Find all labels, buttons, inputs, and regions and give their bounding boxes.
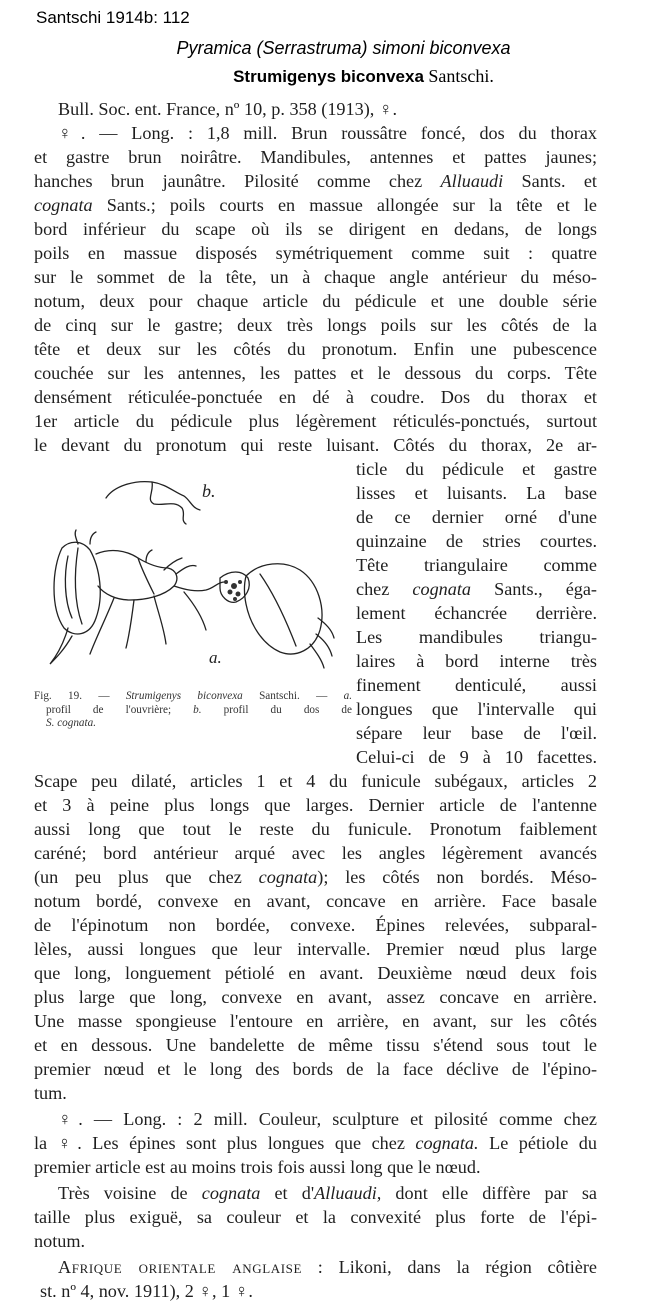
figure-label-a: a. xyxy=(209,648,222,667)
text-line: bord inférieur du scape où ils se dirigent en dedans, de longs xyxy=(34,219,597,239)
original-taxon-name xyxy=(0,66,647,87)
text-line: notum bordé, convexe en avant, concave en arrière. Face basale xyxy=(34,891,597,911)
text-line: cognata Sants.; poils courts en massue allongée sur la tête et le xyxy=(34,195,597,215)
text-line: hanches brun jaunâtre. Pilosité comme chez Alluaudi Sants. et xyxy=(34,171,597,191)
text-line: tum. xyxy=(34,1083,67,1103)
text-line: et 3 à peine plus longs que larges. Dernier article de l'antenne xyxy=(34,795,597,815)
text-line: Bull. Soc. ent. France, nº 10, p. 358 (1913), ♀. xyxy=(58,99,398,119)
text-line: ticle du pédicule et gastre xyxy=(356,459,597,479)
reference-citation: Santschi 1914b: 112 xyxy=(36,8,190,27)
text-line: lèles, aussi longues que leur intervalle. Premier nœud plus large xyxy=(34,939,597,959)
text-line: sur le sommet de la tête, un à chaque angle antérieur du méso- xyxy=(34,267,597,287)
text-line: 1er article du pédicule plus légèrement réticulés-ponctués, surtout xyxy=(34,411,597,431)
original-name-bold: Strumigenys biconvexa xyxy=(233,67,424,86)
text-line: de ce dernier orné d'une xyxy=(356,507,597,527)
text-line: Scape peu dilaté, articles 1 et 4 du funicule subégaux, articles 2 xyxy=(34,771,597,791)
figure-caption xyxy=(34,690,352,731)
text-line: longues que l'intervalle qui xyxy=(356,699,597,719)
text-line: tête et deux sur les côtés du pronotum. Enfin une pubescence xyxy=(34,339,597,359)
caption-line: profil de l'ouvrière; b. profil du dos de xyxy=(46,703,352,716)
text-line: densément réticulée-ponctuée en dé à coudre. Dos du thorax et xyxy=(34,387,597,407)
text-line: aussi long que tout le reste du funicule. Pronotum faiblement xyxy=(34,819,597,839)
text-line: quinzaine de stries courtes. xyxy=(356,531,597,551)
text-line: de l'épinotum non bordée, convexe. Épines relevées, subparal- xyxy=(34,915,597,935)
text-line: lement échancrée derrière. xyxy=(356,603,597,623)
text-line: chez cognata Sants., éga- xyxy=(356,579,597,599)
text-line: sépare leur base de l'œil. xyxy=(356,723,597,743)
text-line: Celui-ci de 9 à 10 facettes. xyxy=(356,747,597,767)
caption-line: Fig. 19. — Strumigenys biconvexa Santschi. — a. xyxy=(34,690,352,702)
text-line: et en dessous. Une bandelette de même tissu s'étend sous tout le xyxy=(34,1035,597,1055)
text-line: et gastre brun noirâtre. Mandibules, antennes et pattes jaunes; xyxy=(34,147,597,167)
text-line: caréné; bord antérieur arqué avec les angles légèrement avancés xyxy=(34,843,597,863)
text-line: premier nœud et le long des bords de la face déclive de l'épino- xyxy=(34,1059,597,1079)
text-line: plus large que long, convexe en avant, assez concave en arrière. xyxy=(34,987,597,1007)
text-line: premier article est au moins trois fois aussi long que le nœud. xyxy=(34,1157,481,1177)
text-line: st. nº 4, nov. 1911), 2 ♀, 1 ♀. xyxy=(40,1281,253,1301)
text-line: Une masse spongieuse l'entoure en arrière, en avant, sur les côtés xyxy=(34,1011,597,1031)
text-line: notum, deux pour chaque article du pédicule et une double série xyxy=(34,291,597,311)
text-line: Très voisine de cognata et d'Alluaudi, dont elle diffère par sa xyxy=(58,1183,598,1203)
text-line: ♀. — Long. : 1,8 mill. Brun roussâtre foncé, dos du thorax xyxy=(58,123,597,143)
text-line: que long, longuement pétiolé en avant. Deuxième nœud deux fois xyxy=(34,963,597,983)
original-author: Santschi. xyxy=(428,66,494,86)
text-line: finement denticulé, aussi xyxy=(356,675,597,695)
text-line: Tête triangulaire comme xyxy=(356,555,597,575)
caption-line: S. cognata. xyxy=(46,717,97,729)
text-line: ♀. — Long. : 2 mill. Couleur, sculpture et pilosité comme chez xyxy=(58,1109,597,1129)
ant-profile-drawing xyxy=(34,478,352,688)
text-line: poils en massue disposés symétriquement comme suit : quatre xyxy=(34,243,597,263)
text-line: taille plus exiguë, sa couleur et la convexité plus forte de l'épi- xyxy=(34,1207,597,1227)
ant-illustration xyxy=(34,478,352,688)
current-taxon-name: Pyramica (Serrastruma) simoni biconvexa xyxy=(176,38,511,58)
text-line: (un peu plus que chez cognata); les côtés non bordés. Méso- xyxy=(34,867,597,887)
text-line: de cinq sur le gastre; deux très longs poils sur les côtés de la xyxy=(34,315,597,335)
text-line: notum. xyxy=(34,1231,86,1251)
figure-label-b: b. xyxy=(202,481,216,501)
text-line: Afrique orientale anglaise : Likoni, dans la région côtière xyxy=(58,1257,597,1277)
text-line: laires à bord interne très xyxy=(356,651,597,671)
text-line: couchée sur les antennes, les pattes et le dessous du corps. Tête xyxy=(34,363,597,383)
text-line: la ♀. Les épines sont plus longues que chez cognata. Le pétiole du xyxy=(34,1133,597,1153)
text-line: lisses et luisants. La base xyxy=(356,483,597,503)
text-line: le devant du pronotum qui reste luisant. Côtés du thorax, 2e ar- xyxy=(34,435,597,455)
text-line: Les mandibules triangu- xyxy=(356,627,597,647)
